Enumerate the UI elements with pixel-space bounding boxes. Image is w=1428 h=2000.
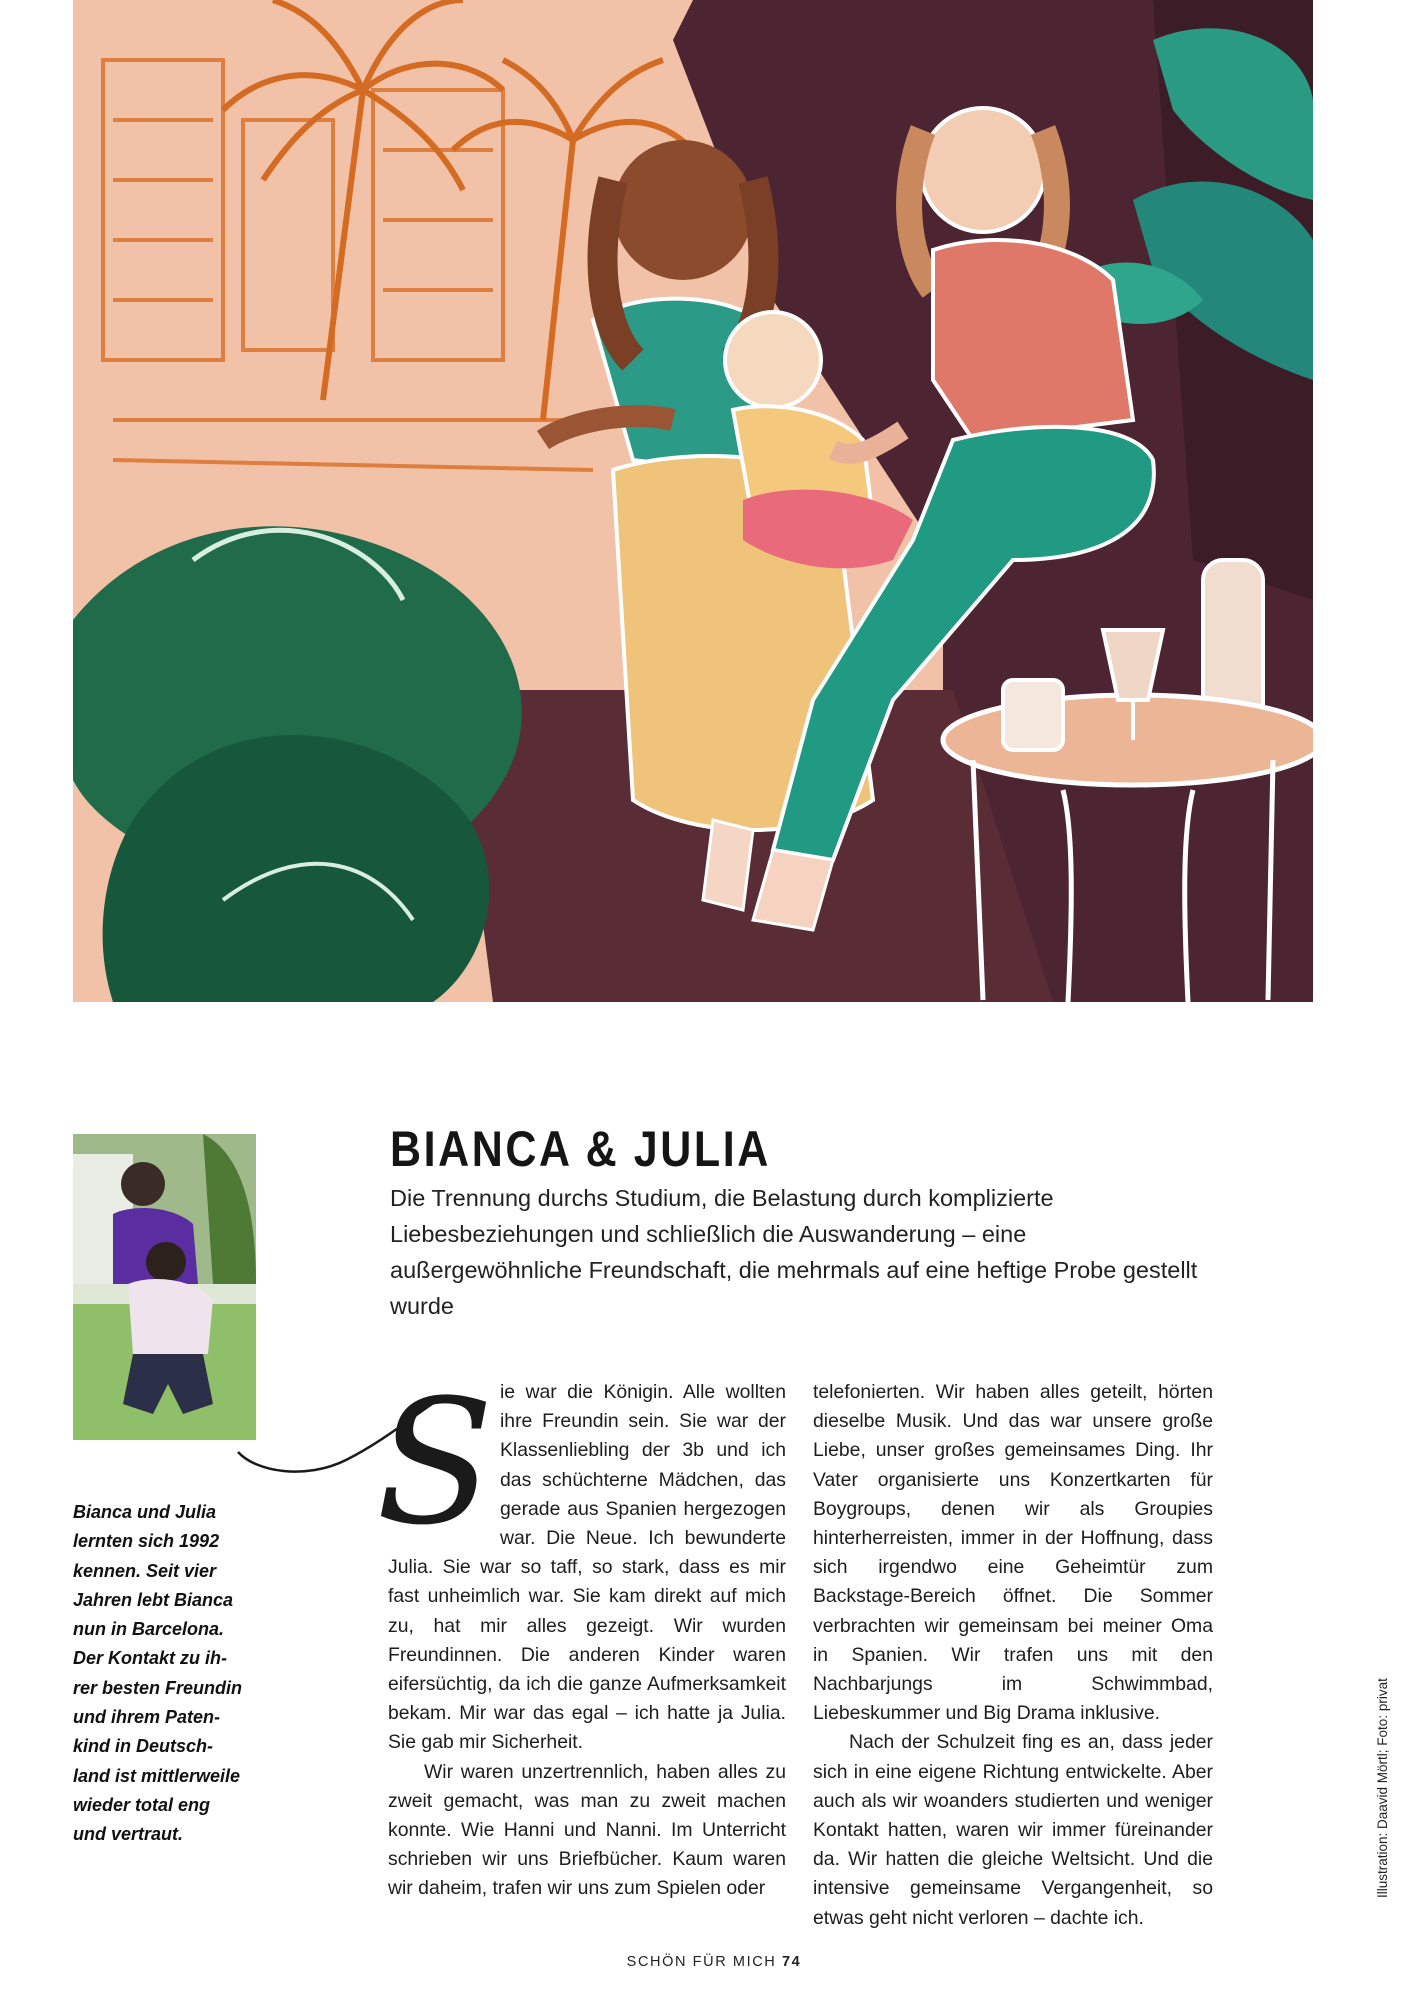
- page-folio: [0, 1954, 1428, 1970]
- image-credit: Illustration: Daavid Mörtl; Foto: privat: [1375, 1678, 1390, 1898]
- article-subtitle: Die Trennung durchs Studium, die Belastung durch komplizierte Liebesbeziehungen und schließlich die Auswanderung – eine außergewöhnliche Freundschaft, die mehrmals auf eine heftige Probe gestellt wurde: [390, 1185, 1198, 1319]
- photo-artwork: [73, 1134, 256, 1440]
- magazine-name: SCHÖN FÜR MICH: [626, 1954, 777, 1970]
- paragraph: Nach der Schulzeit fing es an, dass jeder sich in eine eigene Richtung entwickelte. Aber auch als wir woanders studierten und weniger Kontakt hatten, waren wir immer füreinander da. Wir hatten die gleiche Weltsicht. Und die intensive gemeinsame Vergangenheit, so etwas geht nicht verloren – dachte ich.: [813, 1731, 1213, 1929]
- article-title: BIANCA & JULIA: [390, 1121, 771, 1177]
- dropcap-space: [388, 1378, 500, 1553]
- friends-photo: [73, 1134, 256, 1440]
- article-column-1: [388, 1378, 786, 1904]
- photo-caption: Bianca und Julia lernten sich 1992 kennen. Seit vier Jahren lebt Bianca nun in Barcelona. Der Kontakt zu ih- rer besten Freundin und ihrem Paten- kind in Deutsch- land ist mittlerweile wieder total eng und vertraut.: [73, 1502, 243, 1845]
- paragraph: Wir waren unzertrennlich, haben alles zu zweit gemacht, was man zu zweit machen konnte. Wie Hanni und Nanni. Im Unterricht schrieben wir uns Briefbücher. Kaum waren wir daheim, trafen wir uns zum Spielen oder: [388, 1760, 786, 1900]
- dropcap-letter: S: [376, 1380, 494, 1552]
- illustration-artwork: [73, 0, 1313, 1002]
- article-column-2: [813, 1378, 1213, 1933]
- paragraph: ie war die Königin. Alle wollten ihre Freundin sein. Sie war der Klassenliebling der 3b und ich das schüchterne Mädchen, das gerade aus Spanien hergezogen war. Die Neue. Ich bewunderte Julia. Sie war so taff, so stark, dass es mir fast unheimlich war. Sie kam direkt auf mich zu, hat mir alles gezeigt. Wir wurden Freundinnen. Die anderen Kinder waren eifersüchtig, da ich die ganze Aufmerksamkeit bekam. Mir war das egal – ich hatte ja Julia. Sie gab mir Sicherheit.: [388, 1381, 786, 1754]
- paragraph: telefonierten. Wir haben alles geteilt, hörten dieselbe Musik. Und das war unsere große Liebe, unser großes gemeinsames Ding. Ihr Vater organisierte uns Konzertkarten für Boygroups, denen wir als Groupies hinterherreisten, immer in der Hoffnung, dass sich irgendwo eine Geheimtür zum Backstage-Bereich öffnet. Die Sommer verbrachten wir gemeinsam bei meiner Oma in Spanien. Wir trafen uns mit den Nachbarjungs im Schwimmbad, Liebeskummer und Big Drama inklusive.: [813, 1381, 1213, 1725]
- page-number: 74: [781, 1954, 802, 1970]
- hero-illustration: [73, 0, 1313, 1002]
